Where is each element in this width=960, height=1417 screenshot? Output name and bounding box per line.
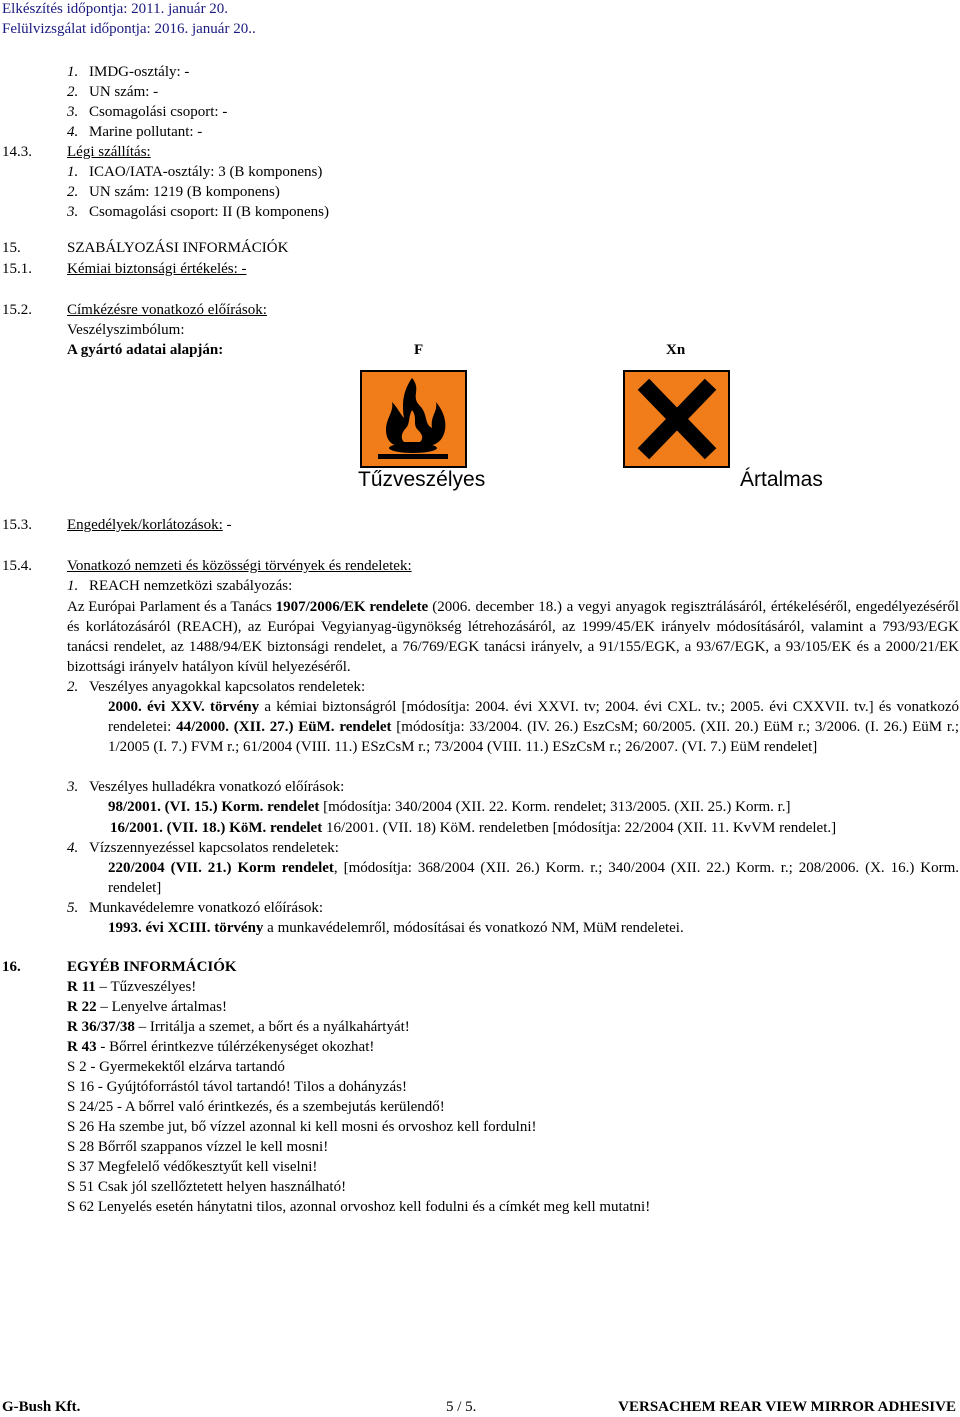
s-phrase: S 16 - Gyújtóforrástól távol tartandó! Tilos a dohányzás! [67,1079,407,1095]
reg-num: 1. [67,578,79,594]
s-phrase: S 62 Lenyelés esetén hánytatni tilos, azonnal orvoshoz kell fodulni és a címkét meg kell mutatni! [67,1199,651,1215]
reg-num: 2. [67,679,79,695]
decree-text: [módosítja: 340/2004 (XII. 22. Korm. rendelet; 313/2005. (XII. 25.) Korm. r.] [319,799,791,815]
s-phrase: S 28 Bőrről szappanos vízzel le kell mosni! [67,1139,329,1155]
r-phrase-text: – Irritálja a szemet, a bőrt és a nyálkahártyát! [134,1019,410,1035]
r-phrase-code: R 11 [67,979,96,995]
sea-item-num: 3. [67,104,79,120]
harmful-label: Ártalmas [740,468,823,491]
subsection-number: 15.4. [2,558,32,574]
law-1993-xciii: 1993. évi XCIII. törvény [108,920,264,936]
sea-item-num: 4. [67,124,79,140]
air-item: UN szám: 1219 (B komponens) [89,184,280,200]
r-phrase [67,977,196,997]
restrictions-value: - [226,517,232,533]
reg-num: 4. [67,840,79,856]
decree-220-2004: 220/2004 (VII. 21.) Korm rendelet [108,860,334,876]
reg-title: Veszélyes anyagokkal kapcsolatos rendeletek: [89,679,366,695]
subsection-title: Vonatkozó nemzeti és közösségi törvények és rendeletek: [67,558,412,574]
section-heading: EGYÉB INFORMÁCIÓK [67,959,237,975]
section-title: Légi szállítás: [67,144,151,160]
air-item: Csomagolási csoport: II (B komponens) [89,204,329,220]
flame-icon [362,372,465,466]
decree-44-2000: 44/2000. (XII. 27.) EüM. rendelet [176,719,392,735]
r-phrase-text: – Lenyelve ártalmas! [96,999,227,1015]
sea-item: IMDG-osztály: - [89,64,190,80]
harmful-symbol [623,370,730,468]
subsection-title: Kémiai biztonsági értékelés: - [67,261,247,277]
reg-title: REACH nemzetközi szabályozás: [89,578,293,594]
flammable-symbol [360,370,467,468]
r-phrase [67,1017,410,1037]
document-header [2,0,256,39]
decree-98-2001: 98/2001. (VI. 15.) Korm. rendelet [108,799,320,815]
s-phrase: S 37 Megfelelő védőkesztyűt kell viselni! [67,1159,318,1175]
s-phrase: S 51 Csak jól szellőztetett helyen használható! [67,1179,347,1195]
flammable-label: Tűzveszélyes [358,468,486,491]
hazard-symbol-label: Veszélyszimbólum: [67,322,185,338]
reach-description-text: (2006. december 18.) a vegyi anyagok regisztrálásáról, értékeléséről, engedélyezéséről és korlátozásáról (REACH), az Európai Vegyianyag-ügynökség létrehozásáról, az 1999/45/EK irányelv módosításáról, valamint a 793/93/EGK tanácsi rendelet, az 1488/94/EK biztonsági rendelet, a 76/769/EGK tanácsi irányelv, a 91/155/EGK, a 93/67/EGK, a 93/105/EK és a 2000/21/EK bizottsági irányelv hatályon kívül helyezéséről. [67,599,959,675]
symbol-code-f: F [414,342,424,358]
reg-title: Munkavédelemre vonatkozó előírások: [89,900,324,916]
x-cross-icon [625,372,728,466]
law-text: a kémiai biztonságról [módosítja: 2004. évi XXVI. tv; 2004. évi CXL. tv.; 2005. évi CXXVII. tv.] és vonatkozó rendeletei: [108,699,959,735]
section-number: 14.3. [2,144,32,160]
waste-reg-2 [110,818,836,838]
reach-regulation: 1907/2006/EK rendelete [275,599,429,615]
decree-text: 16/2001. (VII. 18) KöM. rendeletben [módosítja: 22/2004 (XII. 11. KvVM rendelet.] [322,820,837,836]
reg-num: 5. [67,900,79,916]
section-heading: SZABÁLYOZÁSI INFORMÁCIÓK [67,240,289,256]
air-item-num: 2. [67,184,79,200]
footer-page-number: 5 / 5. [446,1399,477,1415]
sea-item: UN szám: - [89,84,159,100]
reg-title: Vízszennyezéssel kapcsolatos rendeletek: [89,840,339,856]
s-phrase: S 24/25 - A bőrrel való érintkezés, és a szembejutás kerülendő! [67,1099,445,1115]
law-text: a munkavédelemről, módosításai és vonatkozó NM, MüM rendeletei. [263,920,684,936]
subsection-title: Engedélyek/korlátozások: [67,517,223,533]
sea-item-num: 1. [67,64,79,80]
subsection-number: 15.2. [2,302,32,318]
air-item: ICAO/IATA-osztály: 3 (B komponens) [89,164,323,180]
decree-text: [módosítja: 33/2004. (IV. 26.) EszCsM; 60/2005. (XII. 20.) EüM r.; 3/2006. (I. 26.) EüM r.; 1/2005 (I. 7.) FVM r.; 61/2004 (VIII. 11.) ESzCsM r.; 73/2004 (VIII. 11.) ESzCsM r.; 26/2007. (VI. 7.) EüM rendelet] [108,719,960,755]
waste-reg-1 [108,797,791,817]
water-regs [108,858,959,898]
dangerous-substances-regs [108,697,959,757]
section-number: 16. [2,959,21,975]
footer-company: G-Bush Kft. [2,1399,81,1415]
sea-item-num: 2. [67,84,79,100]
sea-item: Csomagolási csoport: - [89,104,228,120]
reach-text: Az Európai Parlament és a Tanács [67,599,272,615]
decree-text: , [módosítja: 368/2004 (XII. 26.) Korm. r.; 340/2004 (XII. 22.) Korm. r.; 208/2006. (X. 16.) Korm. rendelet] [108,860,959,896]
r-phrase-code: R 36/37/38 [67,1019,135,1035]
reg-num: 3. [67,779,79,795]
r-phrase-text: – Tűzveszélyes! [95,979,197,995]
workplace-reg [108,918,684,938]
air-item-num: 1. [67,164,79,180]
sea-item: Marine pollutant: - [89,124,203,140]
decree-16-2001: 16/2001. (VII. 18.) KöM. rendelet [110,820,323,836]
footer-product-name: VERSACHEM REAR VIEW MIRROR ADHESIVE [618,1399,956,1415]
reach-description [67,597,959,677]
s-phrase: S 26 Ha szembe jut, bő vízzel azonnal ki kell mosni és orvoshoz kell fordulni! [67,1119,537,1135]
manufacturer-label: A gyártó adatai alapján: [67,342,224,358]
section-number: 15. [2,240,21,256]
r-phrase [67,1037,374,1057]
air-item-num: 3. [67,204,79,220]
r-phrase [67,997,227,1017]
revised-date: Felülvizsgálat időpontja: 2016. január 20.. [2,21,256,37]
created-date: Elkészítés időpontja: 2011. január 20. [2,1,229,17]
subsection-number: 15.1. [2,261,32,277]
r-phrase-code: R 43 [67,1039,97,1055]
r-phrase-code: R 22 [67,999,97,1015]
r-phrase-text: - Bőrrel érintkezve túlérzékenységet okozhat! [96,1039,375,1055]
s-phrase: S 2 - Gyermekektől elzárva tartandó [67,1059,285,1075]
subsection-number: 15.3. [2,517,32,533]
law-2000-xxv: 2000. évi XXV. törvény [108,699,260,715]
symbol-code-xn: Xn [666,342,686,358]
subsection-title: Címkézésre vonatkozó előírások: [67,302,267,318]
reg-title: Veszélyes hulladékra vonatkozó előírások: [89,779,345,795]
